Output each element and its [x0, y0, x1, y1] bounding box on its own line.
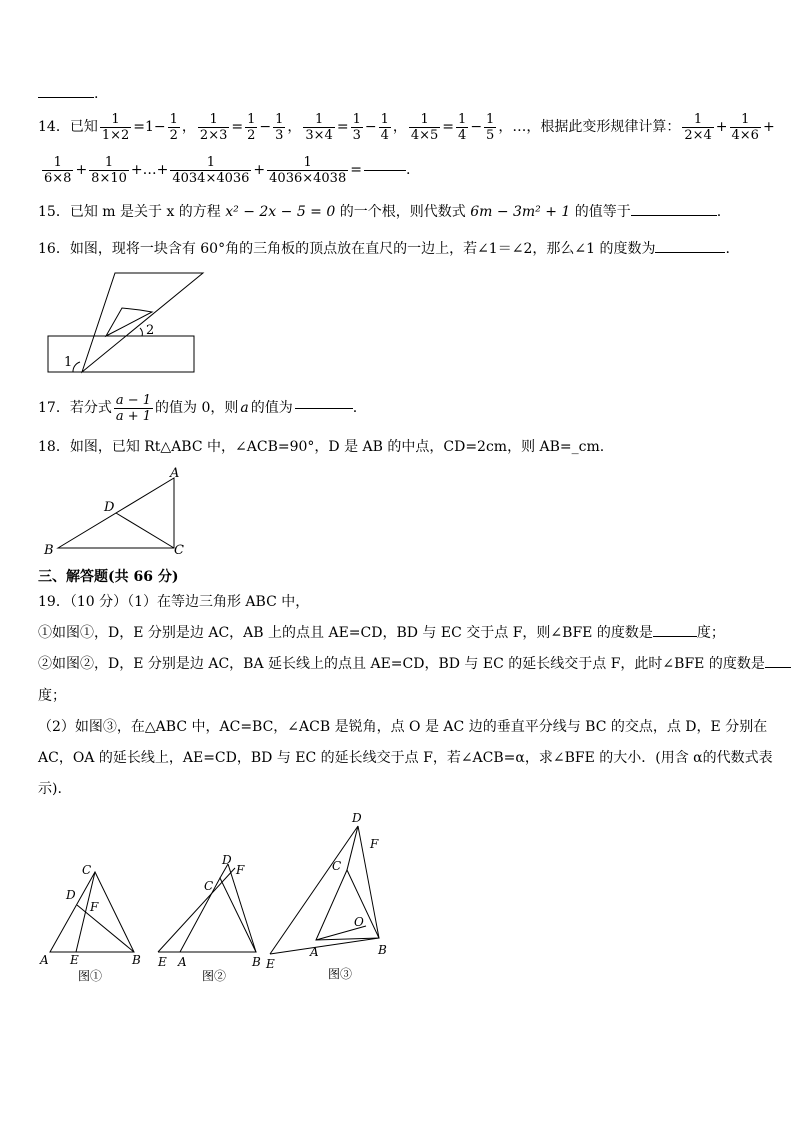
fraction: $\frac{1}{2\times 3}$ [199, 111, 228, 143]
fraction: $\frac{1}{3}$ [352, 111, 361, 143]
fraction: $\frac{1}{4}$ [458, 111, 467, 143]
svg-text:C: C [82, 863, 92, 877]
angle-2-arc [140, 328, 142, 336]
vertex-c: C [174, 543, 184, 558]
fig2-caption: 图② [202, 969, 227, 983]
q14-prefix: 14．已知 [38, 119, 98, 135]
fig3-caption: 图③ [328, 967, 353, 981]
equation: x² − 2x − 5 = 0 [225, 204, 336, 220]
fraction: $\frac{1}{5}$ [486, 111, 495, 143]
q14-line-2: $\frac{1}{6\times 8}$ + $\frac{1}{8\times 10}$ +…+ $\frac{1}{4034\times 4036}$ + $\frac{1}{4036\times 4038}$ = . [44, 154, 411, 186]
q19-line-4: （2）如图③，在△ABC 中，AC=BC，∠ACB 是锐角，点 O 是 AC 边的垂直平分线与 BC 的交点，点 D，E 分别在 [38, 719, 768, 735]
fraction: $\frac{1}{3}$ [275, 111, 284, 143]
svg-text:F: F [90, 900, 99, 914]
q19-line-5: AC，OA 的延长线上，AE=CD，BD 与 EC 的延长线交于点 F，若∠ACB=α，求∠BFE 的大小．(用含 α的代数式表 [38, 750, 773, 766]
svg-text:C: C [204, 879, 214, 893]
svg-text:A: A [310, 945, 319, 959]
answer-blank [295, 408, 353, 409]
fraction: $\frac{1}{8\times 10}$ [91, 154, 127, 186]
svg-text:D: D [352, 811, 362, 825]
fraction: $\frac{1}{4\times 5}$ [410, 111, 439, 143]
q19-line-1: 19．（10 分）（1）在等边三角形 ABC 中， [38, 594, 310, 610]
angle-1-label: 1 [64, 355, 73, 370]
q19-figures [38, 808, 398, 988]
answer-blank [38, 97, 94, 98]
q18: 18．如图，已知 Rt△ABC 中，∠ACB=90°，D 是 AB 的中点，CD=2cm，则 AB=_cm. [38, 439, 605, 455]
fig1-caption: 图① [78, 969, 103, 983]
svg-text:D: D [222, 853, 232, 867]
svg-text:F: F [236, 863, 245, 877]
svg-text:E: E [266, 957, 275, 971]
fraction: $\frac{1}{2\times 4}$ [684, 111, 712, 143]
ruler-triangle-figure [40, 268, 210, 378]
figure-1 [39, 863, 141, 983]
fraction: $\frac{1}{4036\times 4038}$ [269, 154, 347, 186]
right-triangle-figure [40, 464, 200, 560]
median-cd [116, 513, 174, 548]
fraction: $\frac{1}{1\times 2}$ [101, 111, 130, 143]
fraction: $\frac{1}{2}$ [247, 111, 256, 143]
fraction: $\frac{1}{2}$ [169, 111, 178, 143]
answer-blank [765, 667, 791, 668]
svg-text:B: B [378, 943, 387, 957]
fraction: $\frac{1}{4}$ [380, 111, 389, 143]
angle-1-arc [73, 362, 80, 372]
q13-tail: . [94, 86, 99, 102]
q16: 16．如图，现将一块含有 60°角的三角板的顶点放在直尺的一边上，若∠1＝∠2，那么∠1 的度数为 . [38, 241, 730, 257]
svg-text:B: B [132, 953, 141, 967]
fraction: $\frac{1}{4\times 6}$ [731, 111, 759, 143]
svg-text:O: O [354, 915, 364, 929]
vertex-b: B [44, 543, 54, 558]
expression: 6m − 3m² + 1 [470, 204, 571, 220]
angle-2-label: 2 [146, 323, 155, 338]
answer-blank [653, 636, 697, 637]
q19-line-2: ①如图①，D，E 分别是边 AC，AB 上的点且 AE=CD，BD 与 EC 交于点 F，则∠BFE 的度数是 度； [38, 625, 725, 641]
section-heading: 三、解答题(共 66 分) [38, 569, 179, 585]
svg-text:D: D [66, 888, 76, 902]
svg-text:C: C [332, 859, 342, 873]
vertex-d: D [104, 500, 115, 515]
svg-text:E: E [70, 953, 79, 967]
set-square-outer [82, 273, 203, 372]
q19-line-3: ②如图②，D，E 分别是边 AC，BA 延长线上的点且 AE=CD，BD 与 EC 的延长线交于点 F，此时∠BFE 的度数是 [38, 654, 791, 674]
fraction: $\frac{1}{6\times 8}$ [44, 154, 72, 186]
svg-text:E: E [158, 955, 167, 969]
fraction: $\frac{1}{3\times 4}$ [305, 111, 333, 143]
svg-text:F: F [370, 837, 379, 851]
answer-blank [631, 215, 717, 216]
figure-2 [157, 853, 261, 983]
fraction: $\frac{1}{4034\times 4036}$ [172, 154, 250, 186]
q14-line-1: 14．已知 $\frac{1}{1\times 2}$ =1− $\frac{1}{2}$ ， $\frac{1}{2\times 3}$ = $\frac{1}{2}$ − $\frac{1}{3}$ ， $\frac{1}{3\times 4}$ = $\frac{1}{3}$ − $\frac{1}{4}$ ， $\frac{1}{4\times 5}$ = $\frac{1}{4}$ − $\frac{1}{5}$ ，…，根据此变形规律计算： $\frac{1}{2\times 4}$ + $\frac{1}{4\times 6}$ + [38, 111, 775, 143]
answer-blank [364, 170, 406, 171]
fraction: $\frac{a - 1}{a + 1}$ [115, 392, 152, 424]
answer-blank [655, 252, 725, 253]
svg-text:A: A [40, 953, 49, 967]
figure-3 [265, 811, 387, 981]
svg-text:A: A [178, 955, 187, 969]
svg-text:B: B [252, 955, 261, 969]
q19-line-6: 示). [38, 781, 62, 797]
q17: 17．若分式 $\frac{a - 1}{a + 1}$ 的值为 0，则 a 的值为 . [38, 392, 358, 424]
q15: 15．已知 m 是关于 x 的方程 x² − 2x − 5 = 0 的一个根，则代数式 6m − 3m² + 1 的值等于 . [38, 204, 722, 220]
vertex-a: A [170, 466, 180, 481]
q13-answer-line [38, 84, 98, 104]
q19-line-3-cont: 度； [38, 688, 66, 704]
